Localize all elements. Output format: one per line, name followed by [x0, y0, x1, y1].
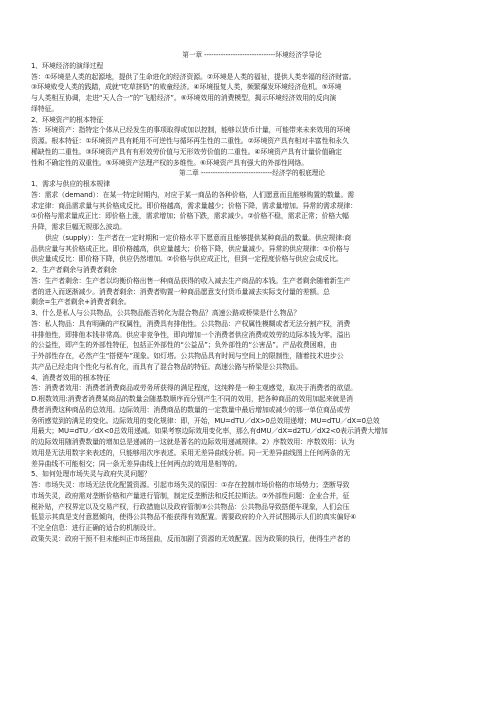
text-line: 政策失灵：政府干预不但未能纠正市场扭曲，反而加剧了资源的无效配置。因为政策的执行，使得生产者的 [31, 534, 351, 543]
text-line: 的边际效用随消费数量的增加总是递减的一这就是著名的边际效用递减规律。2）序数效用：序数效用：认为 [31, 438, 355, 446]
text-line: D.根数效用:消费者消费某商品的数量会随基数顺序而分别产生不同的效用，把各种商品的效用加起来就是消 [31, 395, 353, 403]
text-line: 2、环境资产的根本特征 [31, 115, 104, 124]
text-line: ①价格与需求量成正比：即价格上涨，需求增加；价格下跌，需求减少。②价格不稳，需求正常；价格大幅 [31, 212, 349, 221]
text-line: 升降，需求巨幅无规那么波动。 [31, 223, 127, 231]
chapter-1-body [31, 61, 473, 169]
document-page [31, 50, 473, 680]
text-line: 供应量成反比：即价格下降，供应仍然增加。②价格与供应成正比，但到一定程度价格与供应会成反比。 [31, 255, 343, 264]
text-line: 1、环境经济的演绎过程 [31, 61, 104, 70]
text-line: 税补贴，产权界定以及交易产权，行政措施以及政府管制③公共物品：公共物品导致搭便车现象，人们会压 [31, 502, 350, 511]
text-line: 答：市场失灵：市场无法优化配置资源。引起市场失灵的原因：①存在控制市场价格的市场势力；垄断导致 [31, 481, 350, 489]
text-line: 答：私人物品：具有明确的产权属性，消费具有排他性。公共物品：产权属性模糊或者无法分割产权，消费 [31, 319, 351, 328]
text-line: 3、什么是私人与公共物品，公共物品能否转化为混合物品？高速公路或桥梁是什么物品？ [31, 309, 301, 317]
text-line: 2、生产者剩余与消费者剩余 [31, 266, 117, 274]
text-line: 性和不确定性的双重性。⑤环境资产法理产权的多维性。⑥环境资产具有强大的外部性网络。 [31, 158, 308, 167]
text-line: 答：①环境是人类的起源地，提供了生命进化的经济资源。②环境是人类的福祉，提供人类幸福的经济财富。 [31, 72, 356, 81]
text-line: 不完全信息：进行正确的适合的机制设计。 [31, 524, 161, 532]
text-line: 5、如何处理市场失灵与政府失灵问题？ [31, 470, 151, 479]
text-line: 市场失灵，政府需对垄断价格和产量进行管制，制定反垄断法和反托拉斯法。②外部性问题：企业合并，征 [31, 491, 350, 500]
text-line: 共产品已经走向个性化与私有化，而具有了混合物品的特征。高速公路与桥梁是公共物品。 [31, 362, 303, 371]
text-line: 1、需求与供应的根本规律 [31, 180, 110, 188]
chapter-1-heading: 第一章 ------------------------------环境经济学导论 [182, 51, 322, 59]
text-line: ③环境败受人类的践踏，成就“吃草挤奶”的败童经济。④环境报复人类，频繁爆发环境经济危机。⑤环境 [31, 83, 342, 92]
chapter-2-body [31, 179, 473, 545]
text-line: 品供应量与其价格成正比。即价格越高，供应量越大；价格下降，供应量减少。异常的供应规律：①价格与 [31, 244, 350, 253]
text-line: 费者消费这种商品的总效用。边际效用：消费商品的数量的一定数量中最后增加或减少的那一单位商品或劳 [31, 405, 351, 414]
text-line: 绎特征。 [31, 104, 59, 113]
text-line: 稀缺性的二重性。③环境资产具有有形效劳价值与无形效劳价值的二重性。④环境资产具有计量价值确定 [31, 147, 342, 156]
text-line: 剩余=生产者剩余+消费者剩余。 [31, 298, 131, 307]
chapter-2-heading: 第二章 ------------------------------经济学的根底理论 [178, 169, 325, 178]
text-line: 资源。根本特征：①环境资产具有耗用不可逆性与循环再生性的二重性。②环境资产具有相对丰富性和永久 [31, 137, 349, 145]
text-line: 供应（supply）：生产者在一定时期和一定价格水平下愿意而且能够提供某种商品的数量。供应规律:商 [45, 233, 352, 242]
text-line: 用最大；MU=dTU／dX<0总效用递减。如果考察边际效用变化率，那么有dMU／dX=d2TU／dX2<0表示消费大增加 [31, 427, 388, 436]
text-line: 求定律：商品需求量与其价格成反比。即价格越高，需求量越少；价格下降，需求量增加。异常的需求规律： [31, 201, 357, 210]
text-line: 的公益性，即产生的外部性特征，包括正外部性的“公益品”；负外部性的“公害品”。产品收费困难，由 [31, 341, 337, 350]
text-line: 差异曲线不可能相交；同一条无差异曲线上任何两点的效用是相等的。 [31, 459, 242, 468]
text-line: 效用是无法用数字来表述的，只能够用次序表述。采用无差异曲线分析。同一无差异曲线图上任何两条的无 [31, 448, 351, 457]
text-line: 答：消费者效用：消费者消费商品或劳务所获得的满足程度，这纯粹是一种主观感觉，取决于消费者的欲望。 [31, 384, 357, 393]
text-line: 与人类相互协调，走进“天人合一”的“飞船经济”。⑥环境效用的消费模型，揭示环境经济效用的反向演 [31, 94, 337, 102]
text-line: 者的进入而逐渐减少。消费者剩余：消费者购置一种商品愿意支付货币量减去实际支付量的差额。总 [31, 287, 330, 296]
text-line: 答：需求（demand）：在某一特定时期内，对应于某一商品的各种价格，人们愿意而且能够购置的数量。需 [31, 190, 355, 199]
text-line: 答：环境资产：指特定个体从已经发生的事项取得或加以控制，能够以货币计量，可能带来未来效用的环境 [31, 126, 351, 135]
text-line: 于外部性存在，必然产生“搭便车”现象。如灯塔。公共物品具有时间与空间上的限制性，随着技术进步公 [31, 352, 344, 360]
text-line: 非排他性，即排他本钱非常高。供应非竞争性，即向增加一个消费者供应消费或效劳的边际本钱为零。溢出 [31, 330, 351, 339]
text-line: 答：生产者剩余：生产者以均衡价格出售一种商品获得的收入减去生产商品的本钱。生产者剩余随着新生产 [31, 276, 351, 285]
text-line: 务所感觉到的满足的变化。边际效用的变化规律：即，开始，MU=dTU／dX>0总效用递增；MU=dTU／dX=0总效 [31, 416, 380, 425]
text-line: 4、消费者效用的根本特征 [31, 373, 110, 382]
text-line: 低显示其真是支付意愿倾向，使得公共物品不能获得有效配置。需要政府的介入并试图揭示人们的真实偏好④ [31, 513, 357, 522]
